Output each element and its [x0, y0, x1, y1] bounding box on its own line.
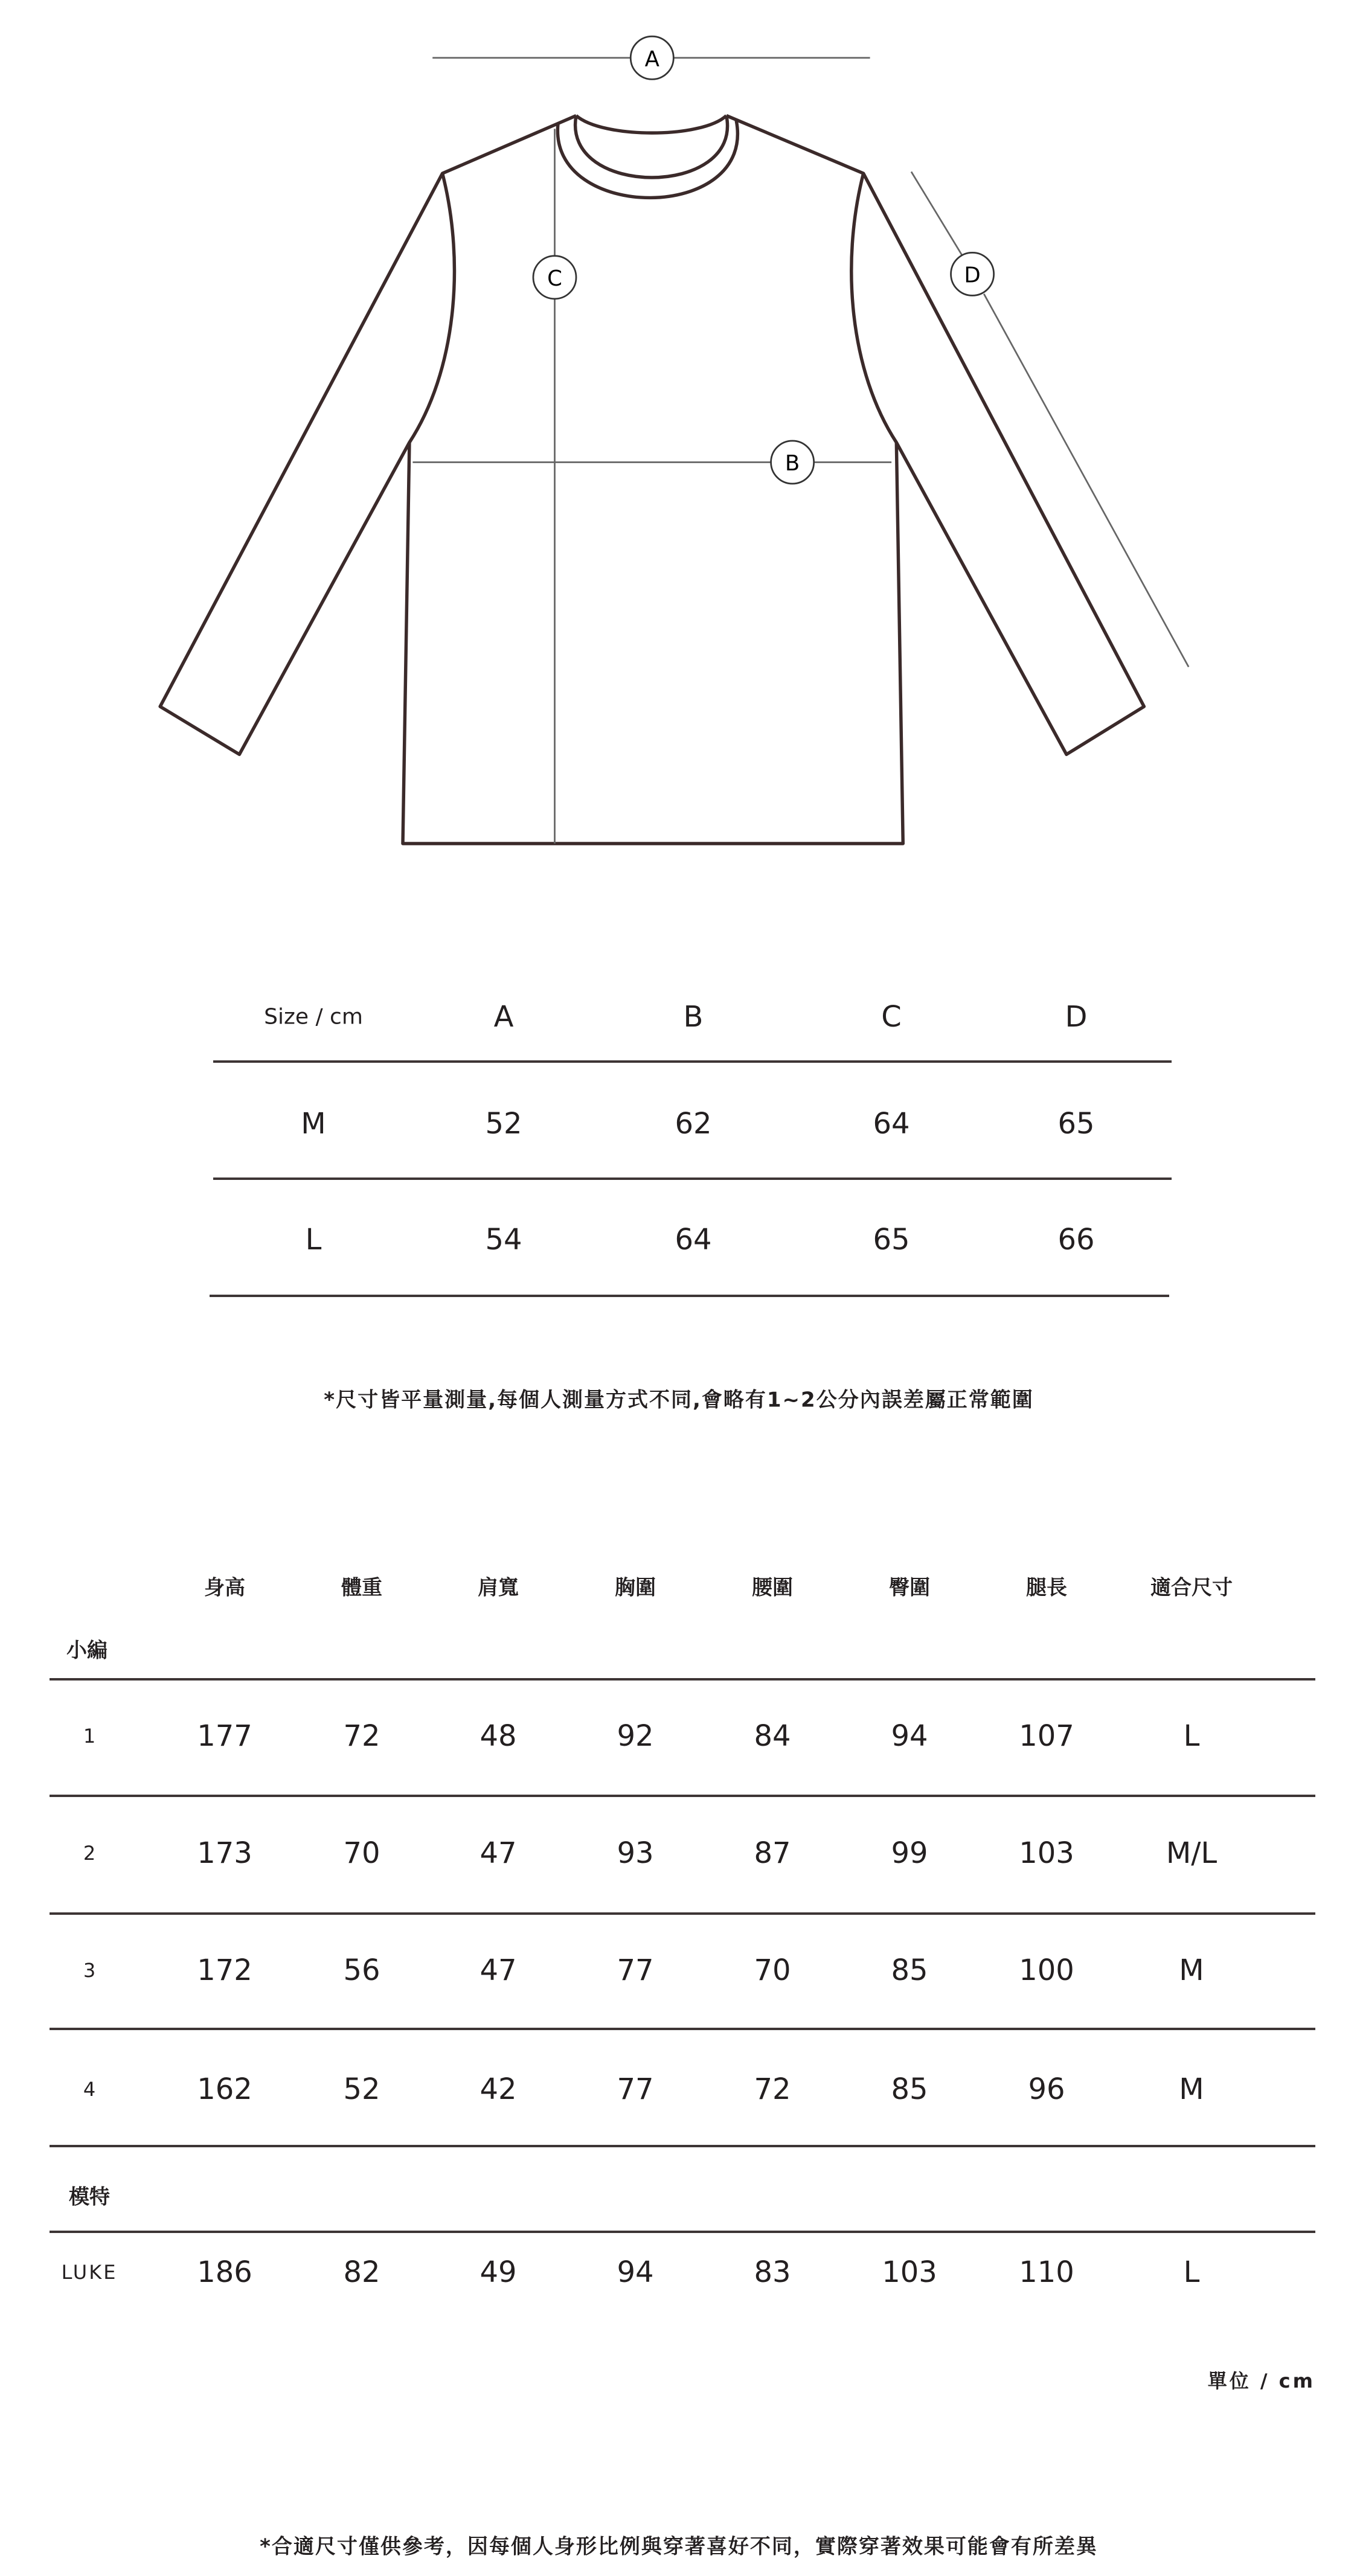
fit-cell: 56	[343, 1953, 380, 1987]
fit-cell: 83	[754, 2255, 791, 2289]
svg-text:A: A	[644, 46, 659, 72]
group-label-editors: 小編	[66, 1638, 107, 1663]
size-header-cell: B	[683, 1000, 704, 1034]
fit-header-cell: 體重	[341, 1575, 382, 1600]
fit-cell: 82	[343, 2255, 380, 2289]
fit-cell: 52	[343, 2072, 380, 2106]
fit-cell: 93	[617, 1836, 654, 1870]
fit-cell: M	[1179, 1953, 1204, 1987]
size-header-cell: C	[881, 1000, 902, 1034]
fit-cell: 96	[1028, 2072, 1065, 2106]
size-header-cell: D	[1065, 1000, 1088, 1034]
fit-row-label: 4	[83, 2078, 96, 2101]
fit-cell: M	[1179, 2072, 1204, 2106]
group-label-models: 模特	[69, 2185, 110, 2209]
fit-cell: 85	[891, 1953, 928, 1987]
measure-badge-a	[630, 36, 673, 79]
fit-header-cell: 腿長	[1026, 1575, 1067, 1600]
size-cell: 65	[873, 1223, 910, 1257]
fit-cell: 42	[480, 2072, 517, 2106]
measure-badge-d	[951, 252, 994, 295]
fit-header-cell: 臀圍	[889, 1575, 930, 1600]
fit-header-cell: 腰圍	[752, 1575, 793, 1600]
fit-cell: 72	[754, 2072, 791, 2106]
fit-cell: 92	[617, 1719, 654, 1753]
fit-cell: L	[1183, 1719, 1200, 1753]
table-divider	[210, 1295, 1169, 1297]
fit-header-cell: 適合尺寸	[1150, 1575, 1233, 1600]
fit-cell: 186	[197, 2255, 252, 2289]
fit-cell: 103	[1019, 1836, 1074, 1870]
size-cell: 54	[485, 1223, 522, 1257]
fit-cell: 85	[891, 2072, 928, 2106]
table-divider	[50, 1912, 1315, 1915]
fit-cell: 49	[480, 2255, 517, 2289]
table-divider	[213, 1177, 1172, 1180]
fit-cell: 162	[197, 2072, 252, 2106]
measure-badge-b	[771, 441, 814, 484]
fit-cell: 172	[197, 1953, 252, 1987]
table-divider	[50, 1795, 1315, 1797]
fit-cell: L	[1183, 2255, 1200, 2289]
fit-cell: 47	[480, 1953, 517, 1987]
size-cell: 64	[675, 1223, 712, 1257]
fit-cell: 77	[617, 2072, 654, 2106]
size-row-label: M	[301, 1107, 326, 1141]
fit-row-label: 2	[83, 1842, 96, 1865]
unit-label: 單位 / cm	[1207, 2369, 1315, 2392]
fit-cell: 107	[1019, 1719, 1074, 1753]
size-header-cell: Size / cm	[264, 1004, 363, 1030]
fit-cell: 72	[343, 1719, 380, 1753]
fit-cell: 99	[891, 1836, 928, 1870]
fit-cell: 87	[754, 1836, 791, 1870]
size-row-label: L	[305, 1223, 322, 1257]
fit-row-label: LUKE	[61, 2261, 118, 2284]
svg-text:D: D	[964, 263, 981, 288]
sweater-outline	[160, 115, 1144, 844]
table-divider	[50, 2028, 1315, 2030]
svg-text:C: C	[547, 266, 562, 292]
fit-header-cell: 身高	[204, 1575, 245, 1600]
fit-cell: 100	[1019, 1953, 1074, 1987]
fit-cell: M/L	[1166, 1836, 1217, 1870]
fit-cell: 103	[882, 2255, 937, 2289]
size-cell: 52	[485, 1107, 522, 1141]
fit-cell: 48	[480, 1719, 517, 1753]
fit-row-label: 1	[83, 1725, 96, 1748]
size-header-cell: A	[493, 1000, 514, 1034]
size-cell: 65	[1057, 1107, 1095, 1141]
measure-badge-c	[533, 256, 576, 299]
size-cell: 62	[675, 1107, 712, 1141]
fit-cell: 47	[480, 1836, 517, 1870]
fit-cell: 94	[617, 2255, 654, 2289]
size-note: *尺寸皆平量測量,每個人測量方式不同,會略有1~2公分內誤差屬正常範圍	[324, 1388, 1034, 1412]
size-cell: 66	[1057, 1223, 1095, 1257]
table-divider	[50, 2145, 1315, 2147]
fit-note: *合適尺寸僅供參考，因每個人身形比例與穿著喜好不同，實際穿著效果可能會有所差異	[260, 2534, 1098, 2559]
sweater-diagram	[0, 0, 1357, 924]
table-divider	[213, 1060, 1172, 1063]
fit-cell: 70	[343, 1836, 380, 1870]
fit-header-cell: 胸圍	[615, 1575, 656, 1600]
fit-cell: 77	[617, 1953, 654, 1987]
fit-cell: 84	[754, 1719, 791, 1753]
fit-cell: 70	[754, 1953, 791, 1987]
size-cell: 64	[873, 1107, 910, 1141]
fit-cell: 177	[197, 1719, 252, 1753]
table-divider	[50, 1678, 1315, 1680]
table-divider	[50, 2231, 1315, 2233]
fit-cell: 94	[891, 1719, 928, 1753]
fit-cell: 110	[1019, 2255, 1074, 2289]
fit-header-cell: 肩寬	[478, 1575, 519, 1600]
fit-row-label: 3	[83, 1959, 96, 1982]
svg-text:B: B	[784, 451, 800, 476]
fit-cell: 173	[197, 1836, 252, 1870]
